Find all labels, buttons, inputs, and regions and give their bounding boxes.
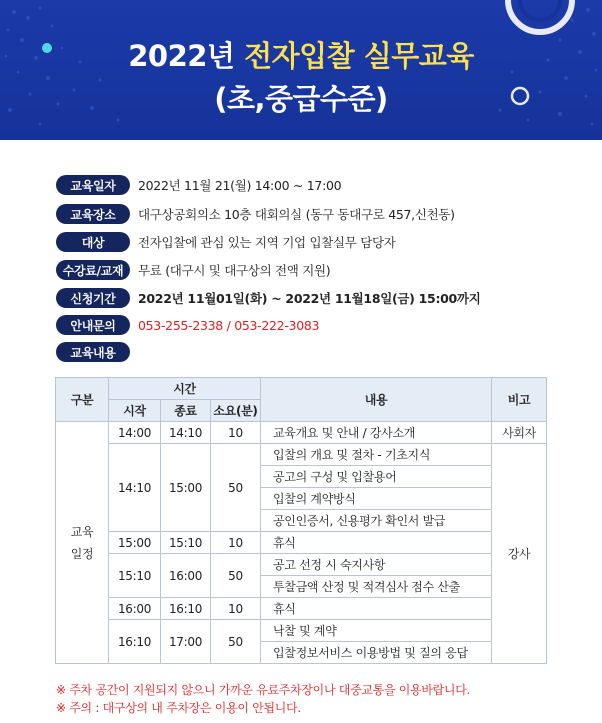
- end-cell: 16:10: [161, 598, 211, 620]
- info-label-apply: 신청기간: [56, 288, 130, 308]
- category-line2: 일정: [70, 546, 94, 561]
- title-highlight: 전자입찰 실무교육: [244, 39, 474, 73]
- duration-cell: 50: [211, 554, 261, 598]
- duration-cell: 10: [211, 598, 261, 620]
- header-content: 내용: [261, 378, 492, 422]
- page-title: [0, 34, 602, 75]
- note-cell-host: 사회자: [492, 422, 547, 444]
- table-row: [56, 444, 547, 466]
- info-row-fee: [56, 259, 330, 281]
- end-cell: 14:10: [161, 422, 211, 444]
- info-label-contents: 교육내용: [56, 342, 130, 362]
- content-cell: 공고 선정 시 숙지사항: [261, 554, 492, 576]
- title-year: 2022년: [128, 39, 235, 73]
- content-cell: 공인인증서, 신용평가 확인서 발급: [261, 510, 492, 532]
- note-cell-instructor: 강사: [492, 444, 547, 664]
- content-cell: 교육개요 및 안내 / 강사소개: [261, 422, 492, 444]
- duration-cell: 10: [211, 532, 261, 554]
- info-value-target: 전자입찰에 관심 있는 지역 기업 입찰실무 담당자: [138, 235, 396, 250]
- parking-note: ※ 주차 공간이 지원되지 않으니 가까운 유료주차장이나 대중교통을 이용바랍니다.: [56, 683, 471, 697]
- info-row-contents: [56, 341, 130, 363]
- content-cell: 휴식: [261, 598, 492, 620]
- duration-cell: 50: [211, 444, 261, 532]
- info-value-place: 대구상공회의소 10층 대회의실 (동구 동대구로 457,신천동): [138, 207, 455, 222]
- header-banner: [0, 0, 602, 140]
- header-note: 비고: [492, 378, 547, 422]
- start-cell: 16:00: [109, 598, 161, 620]
- table-row: [56, 620, 547, 642]
- end-cell: 17:00: [161, 620, 211, 664]
- table-row: [56, 532, 547, 554]
- info-row-place: [56, 203, 455, 225]
- info-value-contact: 053-255-2338 / 053-222-3083: [138, 317, 320, 333]
- info-label-contact: 안내문의: [56, 315, 130, 335]
- start-cell: 15:00: [109, 532, 161, 554]
- info-label-target: 대상: [56, 232, 130, 252]
- table-row: [56, 598, 547, 620]
- content-cell: 투찰금액 산정 및 적격심사 점수 산출: [261, 576, 492, 598]
- content-cell: 입찰의 계약방식: [261, 488, 492, 510]
- table-row: [56, 422, 547, 444]
- content-cell: 낙찰 및 계약: [261, 620, 492, 642]
- content-cell: 공고의 구성 및 입찰용어: [261, 466, 492, 488]
- content-cell: 입찰의 개요 및 절차 - 기초지식: [261, 444, 492, 466]
- info-row-date: [56, 174, 341, 196]
- start-cell: 14:10: [109, 444, 161, 532]
- info-row-target: [56, 231, 396, 253]
- info-value-date: 2022년 11월 21(월) 14:00 ~ 17:00: [138, 178, 342, 193]
- content-cell: 입찰정보서비스 이용방법 및 질의 응답: [261, 642, 492, 664]
- header-time: 시간: [109, 378, 261, 400]
- info-label-fee: 수강료/교재: [56, 260, 130, 280]
- page-subtitle: (초,중급수준): [214, 82, 388, 116]
- info-row-apply: [56, 287, 480, 309]
- table-row: [56, 554, 547, 576]
- header-start: 시작: [109, 400, 161, 422]
- start-cell: 15:10: [109, 554, 161, 598]
- info-label-date: 교육일자: [56, 175, 130, 195]
- parking-warning: ※ 주의 : 대구상의 내 주차장은 이용이 안됩니다.: [56, 701, 301, 715]
- header-end: 종료: [161, 400, 211, 422]
- start-cell: 14:00: [109, 422, 161, 444]
- start-cell: 16:10: [109, 620, 161, 664]
- end-cell: 15:10: [161, 532, 211, 554]
- duration-cell: 10: [211, 422, 261, 444]
- content-cell: 휴식: [261, 532, 492, 554]
- end-cell: 16:00: [161, 554, 211, 598]
- info-row-contact: [56, 314, 319, 336]
- category-cell: [56, 422, 109, 664]
- schedule-table: [55, 377, 547, 664]
- info-label-place: 교육장소: [56, 204, 130, 224]
- info-value-fee: 무료 (대구시 및 대구상의 전액 지원): [138, 263, 331, 278]
- end-cell: 15:00: [161, 444, 211, 532]
- info-value-apply: 2022년 11월01일(화) ~ 2022년 11월18일(금) 15:00까지: [138, 291, 481, 306]
- header-category: 구분: [56, 378, 109, 422]
- category-line1: 교육: [70, 524, 94, 539]
- duration-cell: 50: [211, 620, 261, 664]
- header-duration: 소요(분): [211, 400, 261, 422]
